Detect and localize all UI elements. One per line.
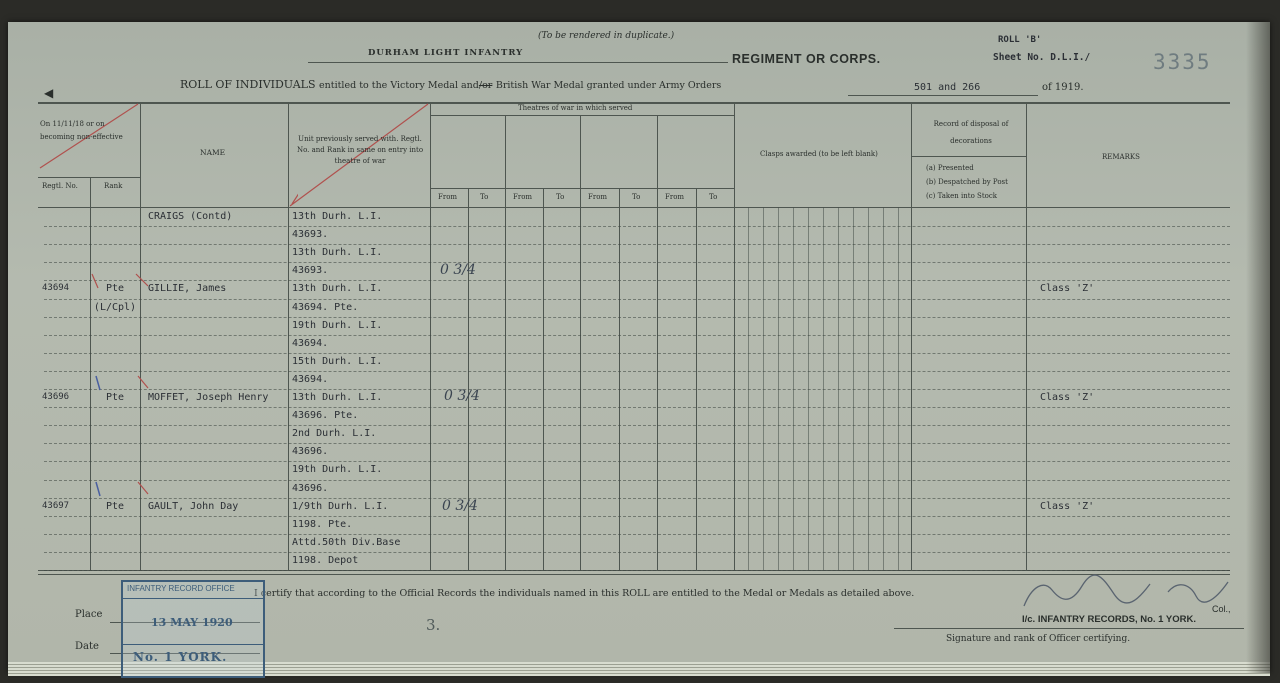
theatre-mark-gault: 0 3/4 [442, 498, 478, 514]
table-row [8, 501, 1238, 519]
table-row [8, 428, 1238, 446]
table-row [8, 392, 1238, 410]
orders-underline [848, 95, 1038, 96]
regiment-label: REGIMENT OR CORPS. [732, 52, 881, 66]
duplicate-note: (To be rendered in duplicate.) [538, 31, 675, 41]
unit-cell: 43696. [292, 482, 329, 494]
rank-cell: (L/Cpl) [93, 301, 137, 313]
disposal-option-a: (a) Presented [926, 164, 974, 172]
regtl-no-heading: Regtl. No. [42, 182, 78, 190]
theatre-mark-moffet: 0 3/4 [444, 388, 480, 404]
stamp-divider-bottom [123, 644, 263, 645]
table-row [8, 519, 1238, 537]
unit-cell: 43694. [292, 373, 329, 385]
table-row [8, 229, 1238, 247]
theatre-sub-rule [430, 115, 734, 116]
status-heading: On 11/11/18 or on becoming non-effective [40, 120, 123, 141]
table-row [8, 537, 1238, 555]
sheet-number: 3335 [1153, 50, 1212, 74]
name-cell: GILLIE, James [148, 283, 227, 295]
to-heading-2: To [556, 193, 565, 201]
clasps-heading: Clasps awarded (to be left blank) [760, 150, 878, 158]
name-cell: GAULT, John Day [148, 500, 239, 512]
table-row [8, 410, 1238, 428]
table-row [8, 302, 1238, 320]
theatre-mark-gillie: 0 3/4 [440, 262, 476, 278]
roll-label: ROLL 'B' [998, 35, 1042, 45]
name-cell: MOFFET, Joseph Henry [148, 392, 269, 403]
name-heading: NAME [200, 148, 226, 157]
document [8, 22, 1270, 673]
table-row [8, 374, 1238, 392]
unit-cell: 19th Durh. L.I. [292, 319, 383, 331]
from-to-rule [430, 188, 734, 189]
regtl-no-cell: 43694 [42, 283, 70, 294]
stamp-office: INFANTRY RECORD OFFICE [127, 584, 235, 593]
stamp-place: No. 1 YORK. [133, 650, 228, 664]
unit-cell: 13th Durh. L.I. [292, 211, 383, 222]
officer-rank: Col., [1212, 604, 1231, 614]
remark-cell: Class 'Z' [1040, 500, 1095, 512]
unit-cell: 2nd Durh. L.I. [292, 428, 377, 440]
table-row [8, 320, 1238, 338]
from-heading-2: From [513, 193, 533, 201]
disposal-sub-rule [911, 156, 1026, 157]
table-row [8, 446, 1238, 464]
unit-cell: 43696. [292, 446, 329, 458]
regiment-name: DURHAM LIGHT INFANTRY [368, 48, 524, 58]
officer-signature [1018, 566, 1238, 616]
unit-cell: 13th Durh. L.I. [292, 283, 383, 295]
unit-heading: Unit previously served with. Regtl. No. and Rank in same on entry into theatre of war [296, 135, 424, 165]
remarks-heading: REMARKS [1102, 153, 1140, 161]
rank-strike-marks [68, 272, 158, 512]
table-row [8, 356, 1238, 374]
unit-cell: Attd.50th Div.Base [292, 536, 401, 548]
table-row [8, 211, 1238, 229]
roll-title-pre: ROLL OF INDIVIDUALS [180, 78, 316, 91]
rank-cell: Pte [105, 283, 125, 295]
roll-title-post: British War Medal granted under Army Orders [495, 80, 722, 91]
remark-cell: Class 'Z' [1040, 392, 1095, 403]
table-row [8, 283, 1238, 301]
roll-title-mid: entitled to the Victory Medal and [319, 80, 479, 91]
pencil-note: 3. [426, 616, 441, 634]
rank-cell: Pte [105, 500, 125, 512]
book-binding-shadow [1246, 22, 1270, 673]
regtl-no-cell: 43696 [42, 392, 70, 402]
place-label: Place [75, 609, 103, 620]
unit-cell: 13th Durh. L.I. [292, 392, 383, 403]
to-heading-1: To [480, 193, 489, 201]
to-heading-4: To [709, 193, 718, 201]
regiment-underline [308, 62, 728, 63]
remark-cell: Class 'Z' [1040, 283, 1095, 295]
unit-cell: 43694. Pte. [292, 301, 359, 313]
from-heading-1: From [438, 193, 458, 201]
date-label: Date [75, 641, 99, 652]
unit-cell: 43694. [292, 337, 329, 349]
unit-cell: 1198. Depot [292, 554, 359, 566]
unit-cell: 19th Durh. L.I. [292, 464, 383, 476]
disposal-option-b: (b) Despatched by Post [926, 178, 1008, 186]
stamp-date: 13 MAY 1920 [151, 616, 233, 629]
sheet-label: Sheet No. D.L.I./ [993, 52, 1091, 63]
stamp-divider-top [123, 598, 263, 599]
rank-heading: Rank [104, 182, 123, 190]
arrow-marker-icon: ◀ [44, 86, 54, 100]
signature-label: Signature and rank of Officer certifying. [946, 634, 1131, 644]
roll-title-struck: /or [478, 80, 493, 91]
officer-title: I/c. INFANTRY RECORDS, No. 1 YORK. [1022, 614, 1197, 625]
unit-cell: 15th Durh. L.I. [292, 355, 383, 367]
disposal-heading: Record of disposal of decorations [933, 120, 1009, 145]
unit-cell: 1198. Pte. [292, 518, 353, 530]
from-heading-4: From [665, 193, 685, 201]
table-row [8, 265, 1238, 283]
disposal-option-c: (c) Taken into Stock [926, 192, 998, 200]
table-row [8, 247, 1238, 265]
to-heading-3: To [632, 193, 641, 201]
from-heading-3: From [588, 193, 608, 201]
signature-line [894, 628, 1244, 629]
certify-text: I certify that according to the Official Records the individuals named in this ROLL are entitled to the Medal or Medals as detailed above. [254, 588, 915, 599]
unit-cell: 43696. Pte. [292, 410, 359, 422]
army-orders: 501 and 266 [914, 82, 981, 93]
table-row [8, 464, 1238, 482]
table-row [8, 338, 1238, 356]
rank-cell: Pte [105, 392, 125, 403]
name-cell: CRAIGS (Contd) [148, 211, 233, 222]
unit-cell: 43693. [292, 229, 329, 241]
roll-title [180, 78, 721, 91]
theatres-heading: Theatres of war in which served [518, 104, 633, 112]
year-label: of 1919. [1042, 82, 1084, 93]
unit-cell: 1/9th Durh. L.I. [292, 500, 389, 512]
record-office-stamp [121, 580, 265, 678]
regtl-no-cell: 43697 [42, 500, 70, 511]
unit-cell: 13th Durh. L.I. [292, 247, 383, 259]
table-row [8, 483, 1238, 501]
unit-cell: 43693. [292, 265, 329, 277]
